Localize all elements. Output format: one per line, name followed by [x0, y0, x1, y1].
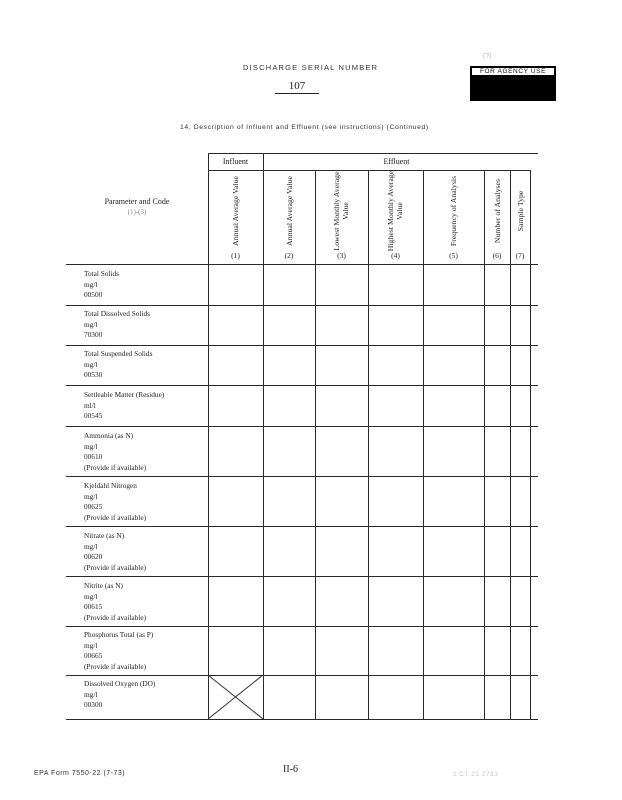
- parameter-header: Parameter and Code: [104, 197, 170, 206]
- table-row-label: Dissolved Oxygen (DO) mg/l 00300: [84, 679, 156, 709]
- group-header-influent: Influent: [222, 157, 249, 166]
- footer-stamp: 1 CT 21 2733: [453, 771, 499, 778]
- agency-mark: (?): [483, 53, 492, 60]
- table-row-label: Total Suspended Solids mg/l 00530: [84, 349, 153, 379]
- agency-use-label: FOR AGENCY USE: [471, 67, 555, 76]
- table-row-label: Phosphorus Total (as P) mg/l 00665 (Provide if available): [84, 630, 154, 671]
- table-row-label: Ammonia (as N) mg/l 00610 (Provide if available): [84, 431, 146, 472]
- col-number-6: (6): [492, 251, 502, 260]
- col-header-4: Highest Monthly Average Value: [386, 170, 404, 252]
- col-header-1: Annual Average Value: [230, 176, 240, 246]
- form-id: EPA Form 7550-22 (7-73): [34, 770, 126, 777]
- table-row-label: Settleable Matter (Residue) ml/l 00545: [84, 390, 165, 420]
- not-applicable-cross-icon: [208, 675, 264, 720]
- group-header-effluent: Effluent: [383, 157, 410, 166]
- table-row-label: Nitrite (as N) mg/l 00615 (Provide if available): [84, 581, 146, 622]
- table-row-label: Kjeldahl Nitrogen mg/l 00625 (Provide if available): [84, 481, 146, 522]
- col-header-6: Number of Analyses: [492, 178, 502, 244]
- col-number-2: (2): [284, 251, 294, 260]
- col-header-2: Annual Average Value: [284, 176, 294, 246]
- discharge-serial-number: 107: [275, 80, 319, 94]
- col-number-3: (3): [337, 251, 346, 260]
- page-number: II-6: [283, 764, 298, 775]
- section-title: 14. Description of Influent and Effluent (see instructions) (Continued): [180, 124, 429, 131]
- parameter-header-sub: (1)-(3): [127, 208, 147, 216]
- col-header-7: Sample Type: [515, 190, 525, 232]
- col-header-3: Lowest Monthly Average Value: [332, 171, 350, 251]
- col-number-7: (7): [515, 251, 525, 260]
- col-number-4: (4): [391, 251, 400, 260]
- table-row-label: Nitrate (as N) mg/l 00620 (Provide if available): [84, 531, 146, 572]
- col-number-5: (5): [449, 251, 458, 260]
- table-row-label: Total Dissolved Solids mg/l 70300: [84, 309, 150, 339]
- discharge-serial-label: DISCHARGE SERIAL NUMBER: [243, 63, 379, 72]
- col-number-1: (1): [231, 251, 240, 260]
- col-header-5: Frequency of Analysis: [448, 175, 458, 247]
- table-row-label: Total Solids mg/l 00500: [84, 269, 119, 299]
